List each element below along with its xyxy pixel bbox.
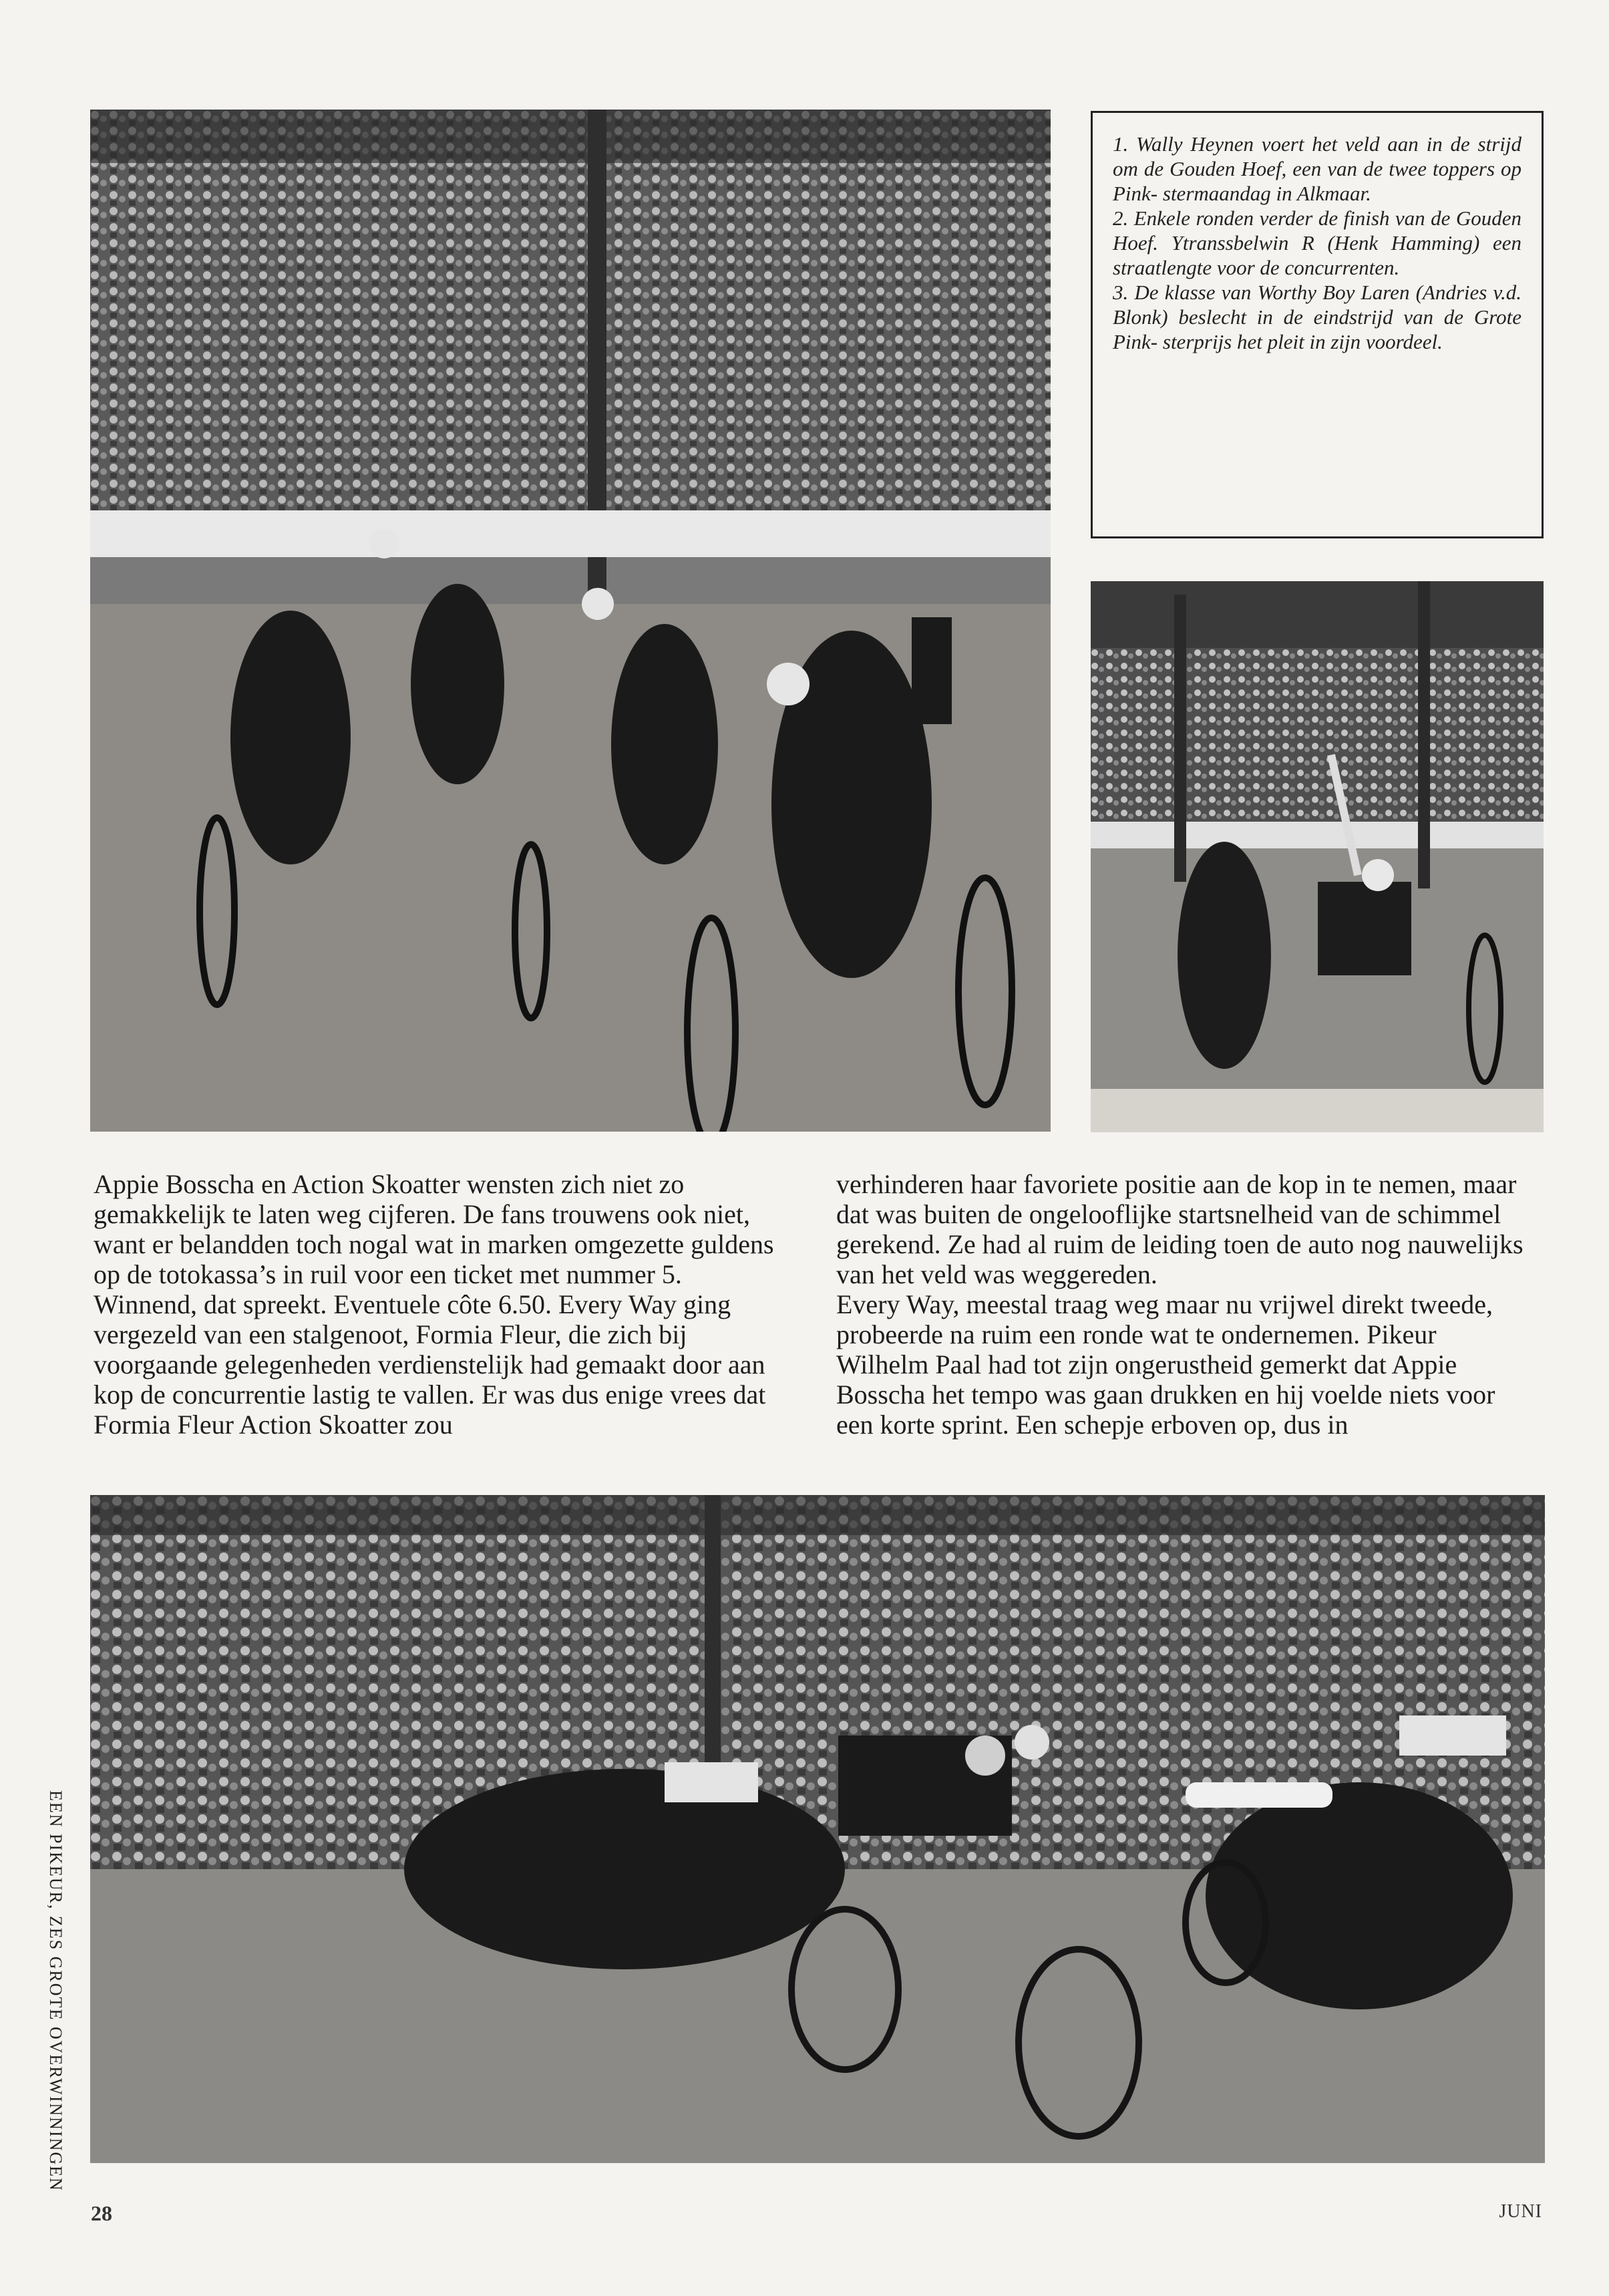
- photo-race-field-leader: [90, 110, 1051, 1132]
- article-column-left: [94, 1169, 781, 1440]
- photo-finish-gouden-hoef: [1091, 581, 1544, 1132]
- article-column-right: [836, 1169, 1524, 1440]
- caption-1: 1. Wally Heynen voert het veld aan in de strijd om de Gouden Hoef, een van de twee toppers op Pink- stermaandag in Alkmaar.: [1113, 132, 1522, 205]
- issue-month: JUNI: [1499, 2201, 1542, 2222]
- running-title: EEN PIKEUR, ZES GROTE OVERWINNINGEN: [46, 1790, 65, 2192]
- article-paragraph: Every Way, meestal traag weg maar nu vrijwel direkt tweede, probeerde na ruim een ronde wat te ondernemen. Pikeur Wilhelm Paal had tot zijn ongerustheid gemerkt dat Appie Bosscha het tempo was gaan drukken en hij voelde niets voor een korte sprint. Een schepje erboven op, dus in: [836, 1289, 1495, 1440]
- caption-2: 2. Enkele ronden verder de finish van de Gouden Hoef. Ytranssbelwin R (Henk Hamming) een straatlengte voor de concurrenten.: [1113, 206, 1522, 279]
- caption-3: 3. De klasse van Worthy Boy Laren (Andries v.d. Blonk) beslecht in de eindstrijd van de Grote Pink- sterprijs het pleit in zijn voordeel.: [1113, 281, 1522, 353]
- article-paragraph: verhinderen haar favoriete positie aan de kop in te nemen, maar dat was buiten de ongelooflijke startsnelheid van de schimmel gerekend. Ze had al ruim de leiding toen de auto nog nauwelijks van het veld was weggereden.: [836, 1169, 1524, 1289]
- page-number: 28: [91, 2201, 112, 2225]
- photo-captions: [1091, 111, 1544, 538]
- article-paragraph: Appie Bosscha en Action Skoatter wensten zich niet zo gemakkelijk te laten weg cijferen. De fans trouwens ook niet, want er belandden toch nogal wat in marken omgezette guldens op de totokassa’s in ruil voor een ticket met nummer 5. Winnend, dat spreekt. Eventuele côte 6.50. Every Way ging vergezeld van een stalgenoot, Formia Fleur, die zich bij voorgaande gelegenheden verdienstelijk had gemaakt door aan kop de concurrentie lastig te vallen. Er was dus enige vrees dat Formia Fleur Action Skoatter zou: [94, 1169, 774, 1440]
- photo-grote-pinksterprijs: [90, 1495, 1545, 2163]
